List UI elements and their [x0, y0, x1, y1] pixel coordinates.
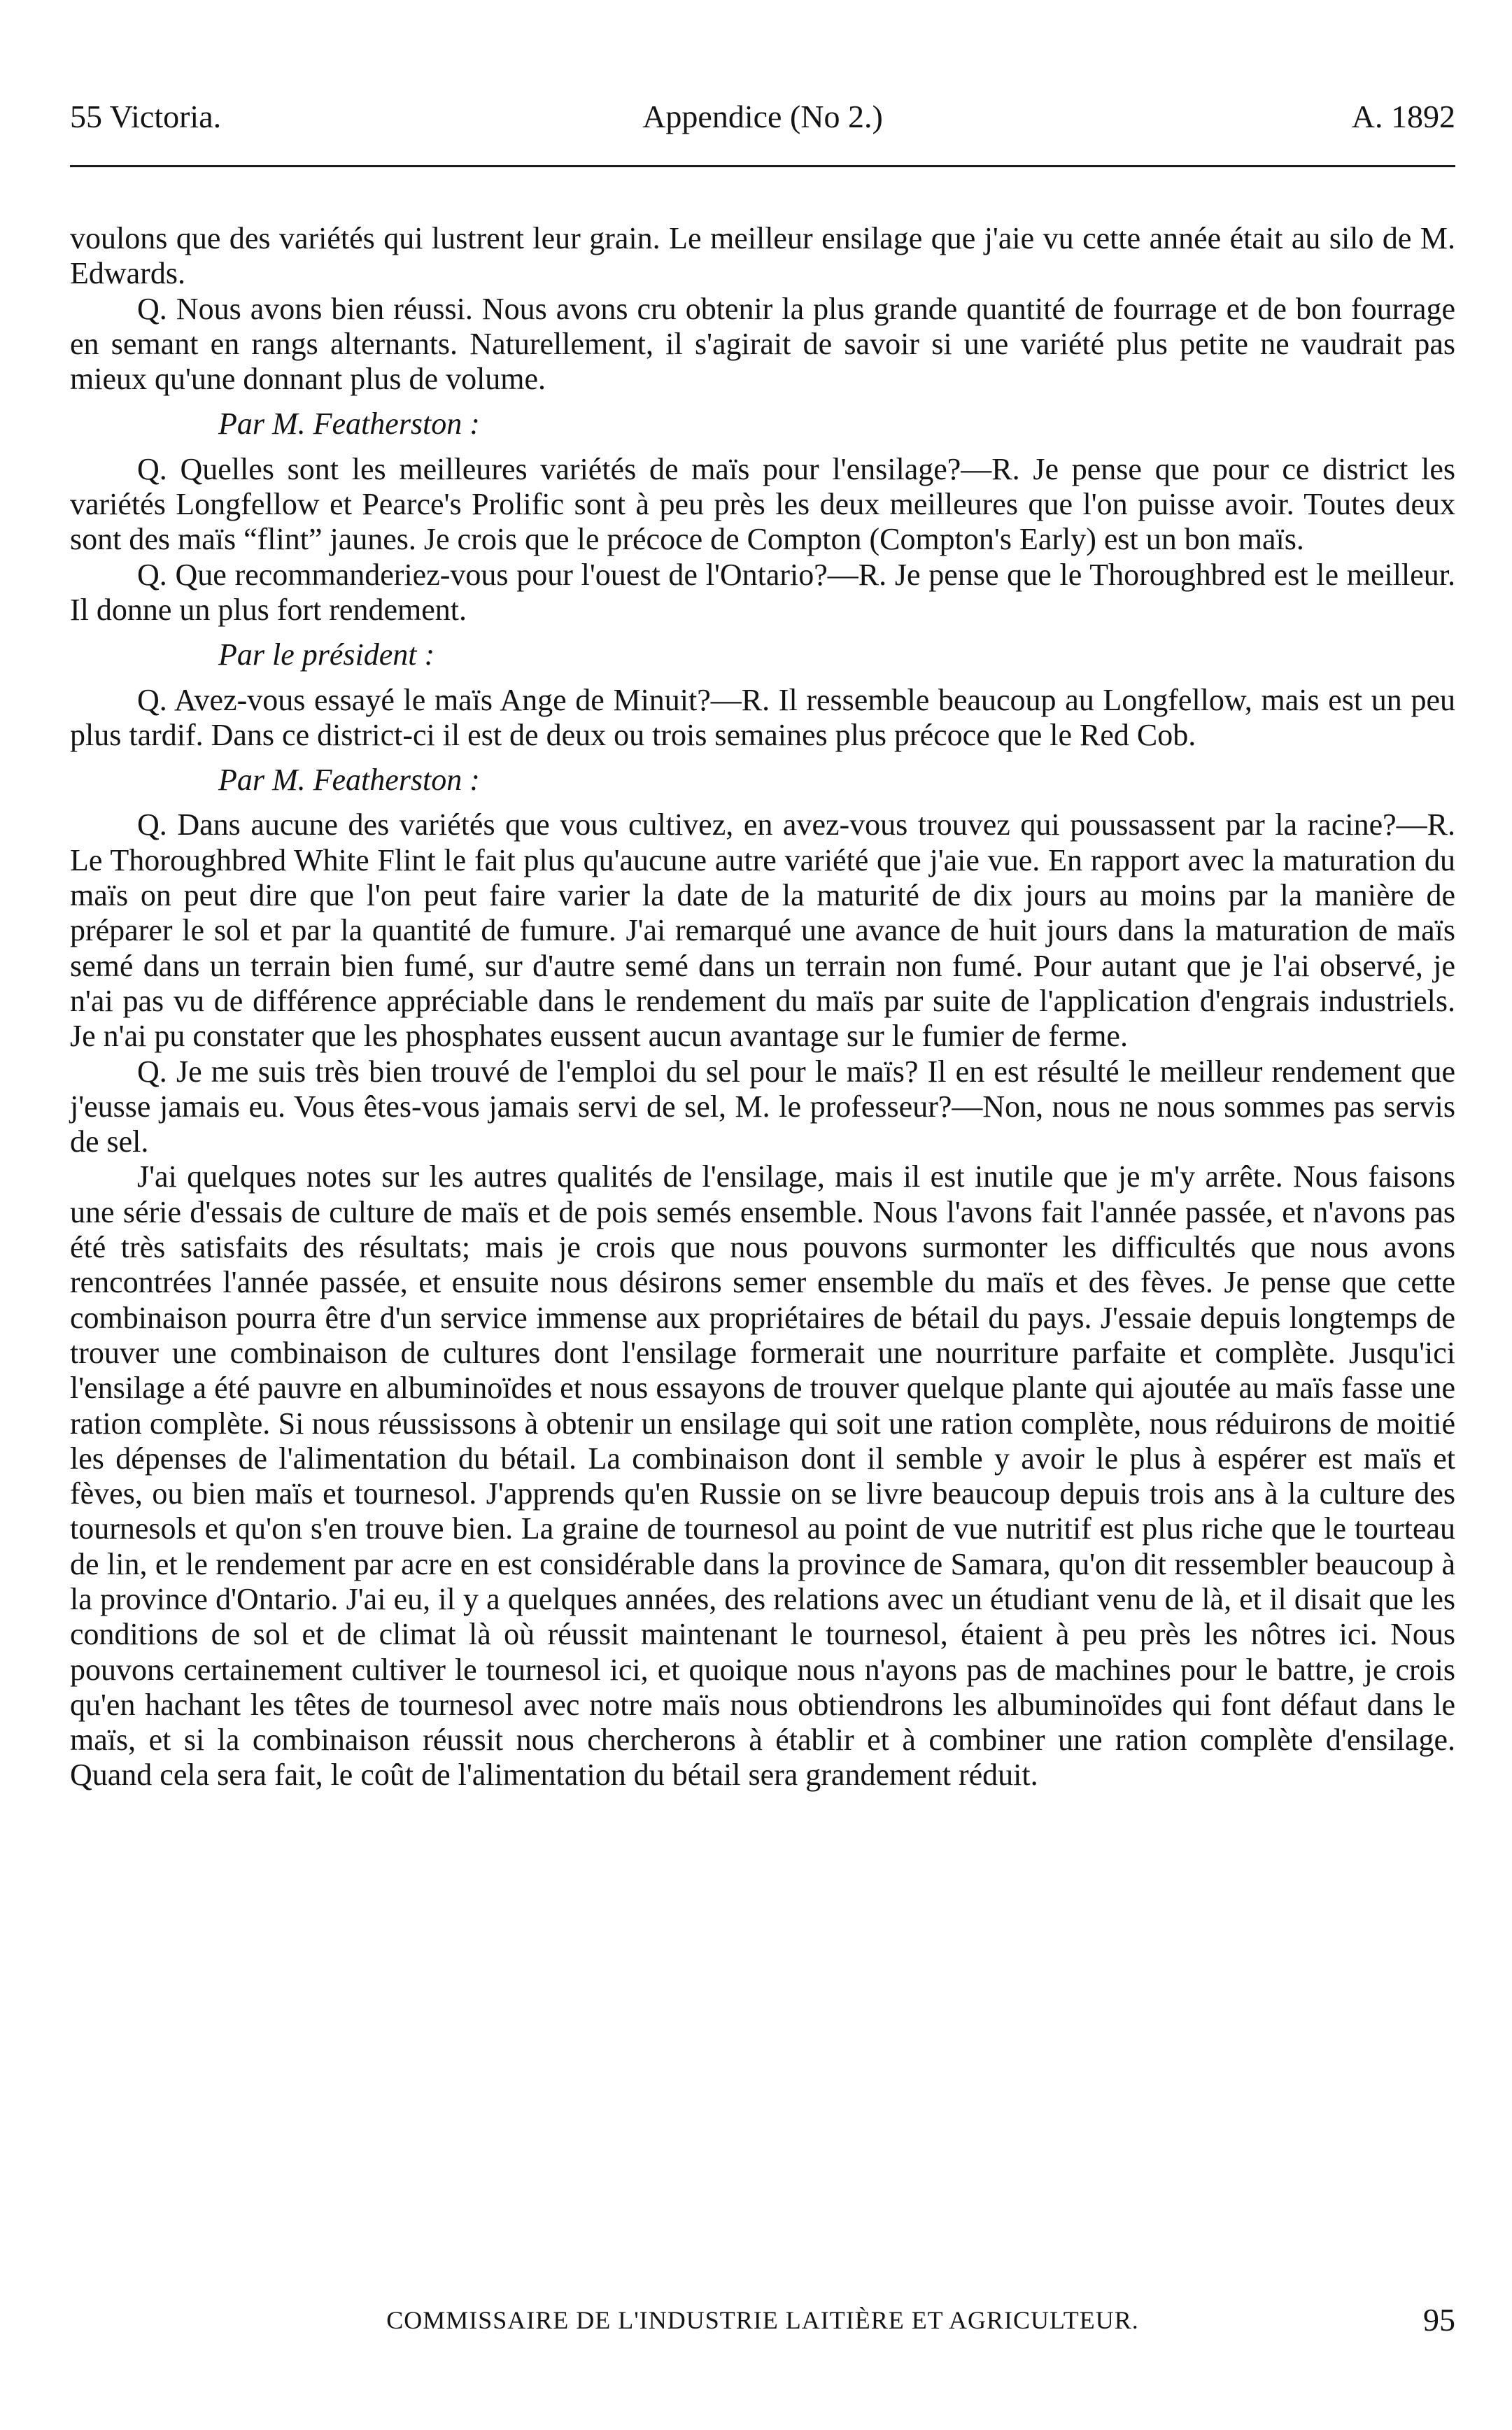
speaker-heading: Par le président :: [218, 637, 435, 672]
paragraph: Q. Quelles sont les meilleures variétés de maïs pour l'ensilage?—R. Je pense que pour ce district les variétés Longfellow et Pearce's Prolific sont à peu près les deux meilleures que l'on puisse avoir. Toutes deux sont des maïs “flint” jaunes. Je crois que le précoce de Compton (Compton's Early) est un bon maïs.: [70, 451, 1455, 557]
header-year: A. 1892: [1351, 99, 1455, 134]
header-appendix: Appendice (No 2.): [642, 99, 883, 134]
header-rule: [70, 165, 1455, 167]
paragraph: Q. Je me suis très bien trouvé de l'emploi du sel pour le maïs? Il en est résulté le meilleur rendement que j'eusse jamais eu. Vous êtes-vous jamais servi de sel, M. le professeur?—Non, nous ne nous sommes pas servis de sel.: [70, 1054, 1455, 1159]
paragraph: J'ai quelques notes sur les autres qualités de l'ensilage, mais il est inutile que je m'y arrête. Nous faisons une série d'essais de culture de maïs et de pois semés ensemble. Nous l'avons fait l'année passée, et n'avons pas été très satisfaits des résultats; mais je crois que nous pouvons surmonter les difficultés que nous avons rencontrées l'année passée, et ensuite nous désirons semer ensemble du maïs et des fèves. Je pense que cette combinaison pourra être d'un service immense aux propriétaires de bétail du pays. J'essaie depuis longtemps de trouver une combinaison de cultures dont l'ensilage formerait une nourriture parfaite et complète. Jusqu'ici l'ensilage a été pauvre en albuminoïdes et nous essayons de trouver quelque plante qui ajoutée au maïs fasse une ration complète. Si nous réussissons à obtenir un ensilage qui soit une ration complète, nous réduirons de moitié les dépenses de l'alimentation du bétail. La combinaison dont il semble y avoir le plus à espérer est maïs et fèves, ou bien maïs et tournesol. J'apprends qu'en Russie on se livre beaucoup depuis trois ans à la culture des tournesols et qu'on s'en trouve bien. La graine de tournesol au point de vue nutritif est plus riche que le tourteau de lin, et le rendement par acre en est considérable dans la province de Samara, qu'on dit ressembler beaucoup à la province d'Ontario. J'ai eu, il y a quelques années, des relations avec un étudiant venu de là, et il disait que les conditions de sol et de climat là où réussit maintenant le tournesol, étaient à peu près les nôtres ici. Nous pouvons certainement cultiver le tournesol ici, et quoique nous n'ayons pas de machines pour le battre, je crois qu'en hachant les têtes de tournesol avec notre maïs nous obtiendrons les albuminoïdes qui font défaut dans le maïs, et si la combinaison réussit nous chercherons à établir et à combiner une ration complète d'ensilage. Quand cela sera fait, le coût de l'alimentation du bétail sera grandement réduit.: [70, 1159, 1455, 1793]
paragraph: voulons que des variétés qui lustrent leur grain. Le meilleur ensilage que j'aie vu cette année était au silo de M. Edwards.: [70, 221, 1455, 291]
footer-title: COMMISSAIRE DE L'INDUSTRIE LAITIÈRE ET AGRICULTEUR.: [386, 2306, 1139, 2334]
paragraph: Q. Nous avons bien réussi. Nous avons cru obtenir la plus grande quantité de fourrage et de bon fourrage en semant en rangs alternants. Naturellement, il s'agirait de savoir si une variété plus petite ne vaudrait pas mieux qu'une donnant plus de volume.: [70, 291, 1455, 397]
page-number: 95: [1423, 2302, 1455, 2338]
header-session: 55 Victoria.: [70, 99, 222, 134]
speaker-heading: Par M. Featherston :: [218, 407, 480, 442]
paragraph: Q. Avez-vous essayé le maïs Ange de Minuit?—R. Il ressemble beaucoup au Longfellow, mais est un peu plus tardif. Dans ce district-ci il est de deux ou trois semaines plus précoce que le Red Cob.: [70, 682, 1455, 752]
paragraph: Q. Que recommanderiez-vous pour l'ouest de l'Ontario?—R. Je pense que le Thoroughbred est le meilleur. Il donne un plus fort rendement.: [70, 557, 1455, 627]
paragraph: Q. Dans aucune des variétés que vous cultivez, en avez-vous trouvez qui poussassent par la racine?—R. Le Thoroughbred White Flint le fait plus qu'aucune autre variété que j'aie vue. En rapport avec la maturation du maïs on peut dire que l'on peut faire varier la date de la maturité de dix jours au moins par la manière de préparer le sol et par la quantité de fumure. J'ai remarqué une avance de huit jours dans la maturation de maïs semé dans un terrain bien fumé, sur d'autre semé dans un terrain non fumé. Pour autant que je l'ai observé, je n'ai pas vu de différence appréciable dans le rendement du maïs par suite de l'application d'engrais industriels. Je n'ai pu constater que les phosphates eussent aucun avantage sur le fumier de ferme.: [70, 807, 1455, 1054]
running-header: [70, 92, 1455, 141]
speaker-heading: Par M. Featherston :: [218, 763, 480, 798]
body-text: [70, 221, 1455, 1793]
page-footer: [70, 2299, 1455, 2341]
